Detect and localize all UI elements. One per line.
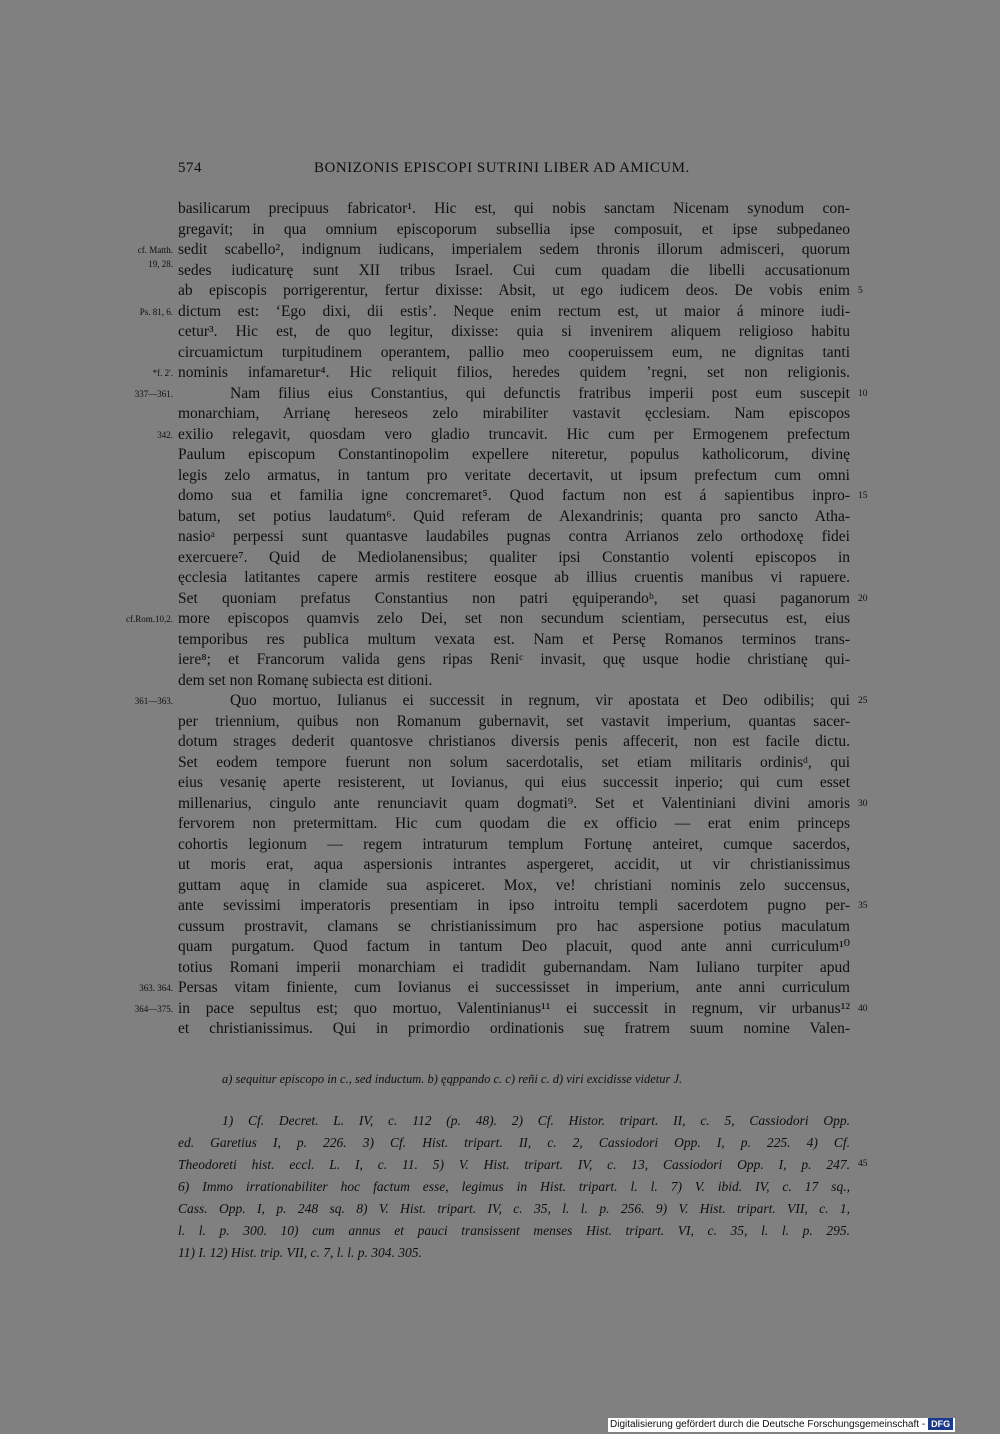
critical-apparatus: a) sequitur episcopo in c., sed inductum. b) ęqppando c. c) reñi c. d) viri excidisse videtur J. [222,1072,683,1086]
text-line: sedit scabello², indignum iudicans, imperialem sedem thronis illorum admisceri, quorum [178,241,850,258]
text-line: circuamictum turpitudinem operantem, pallio meo cooperuissem eum, ne dignitas tanti [178,344,850,361]
text-line: monarchiam, Arrianę hereseos zelo mirabiliter vastavit ęcclesiam. Nam episcopos [178,405,850,422]
margin-note: *f. 2'. [152,368,173,378]
text-line: guttam aquę in clamide sua aspiceret. Mox, ve! christiani nominis zelo succensus, [178,877,850,894]
text-line: quam purgatum. Quod factum in tantum Deo placuit, quod ante anni curriculum¹⁰ [178,938,850,955]
text-line: dem set non Romanę subiecta est ditioni. [178,672,433,689]
text-line: ante sevissimi imperatoris presentiam in ipso introitu templi sacerdotem pugno per- [178,897,850,914]
funding-text: Digitalisierung gefördert durch die Deutsche Forschungsgemeinschaft - [610,1419,926,1430]
text-line: et christianissimus. Qui in primordio ordinationis suę fratrem suum nomine Valen- [178,1020,850,1037]
text-line: sedes iudicaturę sunt XII tribus Israel. Cui cum quadam die libelli accusationum [178,262,850,279]
funding-banner[interactable] [608,1418,955,1432]
text-line: gregavit; in qua omnium episcoporum subsellia ipse composuit, et ipse subpedaneo [178,221,850,238]
text-line: millenarius, cingulo ante renunciavit quam dogmati⁹. Set et Valentiniani divini amoris [178,795,850,812]
line-number: 25 [858,696,868,706]
footnote-line: l. l. p. 300. 10) cum annus et pauci transissent menses Hist. tripart. VI, c. 35, l. l. p. 295. [178,1223,850,1238]
text-line: ut moris erat, aqua aspersionis intrantes aspergeret, accidit, ut vir christianissimus [178,856,850,873]
text-line: per triennium, quibus non Romanum gubernavit, set vastavit imperium, quantas sacer- [178,713,850,730]
text-line: totius Romani imperii monarchiam ei tradidit gubernandam. Nam Iuliano turpiter apud [178,959,850,976]
text-line: dictum est: ‘Ego dixi, dii estis’. Neque enim rectum est, ut maior á minore iudi- [178,303,850,320]
text-line: iere⁸; et Francorum valida gens ripas Reniᶜ invasit, quę usque hodie christianę qui- [178,651,850,668]
footnote-line: Cass. Opp. I, p. 248 sq. 8) V. Hist. tripart. IV, c. 35, l. l. p. 256. 9) V. Hist. tripart. VII, c. 1, [178,1201,850,1216]
line-number: 30 [858,799,868,809]
line-number: 20 [858,594,868,604]
line-number: 15 [858,491,868,501]
dfg-logo: DFG [928,1418,953,1430]
text-line: cetur³. Hic est, de quo legitur, dixisse: quia si invenirem aliquem religioso habitu [178,323,850,340]
footnote-line: 1) Cf. Decret. L. IV, c. 112 (p. 48). 2) Cf. Histor. tripart. II, c. 5, Cassiodori Opp. [222,1113,850,1128]
line-number: 45 [858,1159,868,1169]
margin-note: 363. 364. [139,983,173,993]
text-line: in pace sepultus est; quo mortuo, Valentinianus¹¹ ei successit in regnum, vir urbanus¹² [178,1000,850,1017]
margin-note: 19, 28. [148,259,173,269]
line-number: 5 [858,286,863,296]
text-line: Set quoniam prefatus Constantius non patri ęquiperandoᵇ, set quasi paganorum [178,590,850,607]
text-line: eius vesanię aperte resisterent, ut Iovianus, qui eius successit inperio; qui cum esset [178,774,850,791]
text-line: Nam filius eius Constantius, qui defunctis fratribus imperii post eum suscepit [230,385,850,402]
text-line: dotum strages dederit quantosve christianos diversis penis affecerit, non est facile dictu. [178,733,850,750]
text-line: more episcopos quamvis zelo Dei, set non secundum scientiam, persecutus est, eius [178,610,850,627]
text-line: ab episcopis porrigerentur, fertur dixisse: Absit, ut ego iudicem deos. De vobis enim [178,282,850,299]
text-line: batum, set potius laudatum⁶. Quid referam de Alexandrinis; quanta pro sancto Atha- [178,508,850,525]
text-line: Quo mortuo, Iulianus ei successit in regnum, vir apostata et Deo odibilis; qui [230,692,850,709]
text-line: exercuere⁷. Quid de Mediolanensibus; qualiter ipsi Constantio volenti episcopos in [178,549,850,566]
footnote-line: Theodoreti hist. eccl. L. I, c. 11. 5) V. Hist. tripart. IV, c. 13, Cassiodori Opp. I, p. 247. [178,1157,850,1172]
margin-note: Ps. 81, 6. [139,307,173,317]
margin-note: 342. [157,430,173,440]
margin-note: 361—363. [134,696,173,706]
page-number: 574 [178,160,202,176]
margin-note: 364—375. [134,1004,173,1014]
footnote-line: ed. Garetius I, p. 226. 3) Cf. Hist. tripart. II, c. 2, Cassiodori Opp. I, p. 225. 4) Cf. [178,1135,850,1150]
text-line: nasioᵃ perpessi sunt quantasve laudabiles pugnas contra Arrianos zelo orthodoxę fidei [178,528,850,545]
line-number: 40 [858,1004,868,1014]
text-line: domo sua et familia igne concremaret⁵. Quod factum non est á sapientibus inpro- [178,487,850,504]
text-line: fervorem non pretermittam. Hic cum quodam die ex officio — erat enim princeps [178,815,850,832]
text-line: basilicarum precipuus fabricator¹. Hic est, qui nobis sanctam Nicenam synodum con- [178,200,850,217]
text-line: temporibus res publica multum vexata est. Nam et Persę Romanos terminos trans- [178,631,850,648]
text-line: nominis infamaretur⁴. Hic reliquit filios, heredes quidem ʼregni, set non religionis. [178,364,850,381]
text-line: Paulum episcopum Constantinopolim expellere niteretur, populus katholicorum, divinę [178,446,850,463]
text-line: cohortis legionum — regem intraturum templum Fortunę anteiret, cumque sacerdos, [178,836,850,853]
text-line: Set eodem tempore fuerunt non solum sacerdotalis, set etiam militaris ordinisᵈ, qui [178,754,850,771]
line-number: 10 [858,389,868,399]
text-line: exilio relegavit, quosdam vero gladio truncavit. Hic cum per Ermogenem prefectum [178,426,850,443]
margin-note: 337—361. [134,389,173,399]
line-number: 35 [858,901,868,911]
running-title: BONIZONIS EPISCOPI SUTRINI LIBER AD AMICUM. [314,160,690,176]
margin-note: cf. Matth. [137,245,173,255]
text-line: legis zelo armatus, in tantum pro veritate decertavit, ut ipsum prefectum cum omni [178,467,850,484]
text-line: Persas vitam finiente, cum Iovianus ei successisset in imperium, ante anni curriculum [178,979,850,996]
text-line: cussum prostravit, clamans se christianissimum pro hac aspersione potius maculatum [178,918,850,935]
footnote-line: 11) I. 12) Hist. trip. VII, c. 7, l. l. p. 304. 305. [178,1245,422,1260]
text-line: ęcclesia latitantes capere armis restitere eosque ab illius cruentis manibus vi rapuere. [178,569,850,586]
footnote-line: 6) Immo irrationabiliter hoc factum esse, legimus in Hist. tripart. l. l. 7) V. ibid. IV, c. 17 sq., [178,1179,850,1194]
margin-note: cf.Rom.10,2. [126,614,173,624]
